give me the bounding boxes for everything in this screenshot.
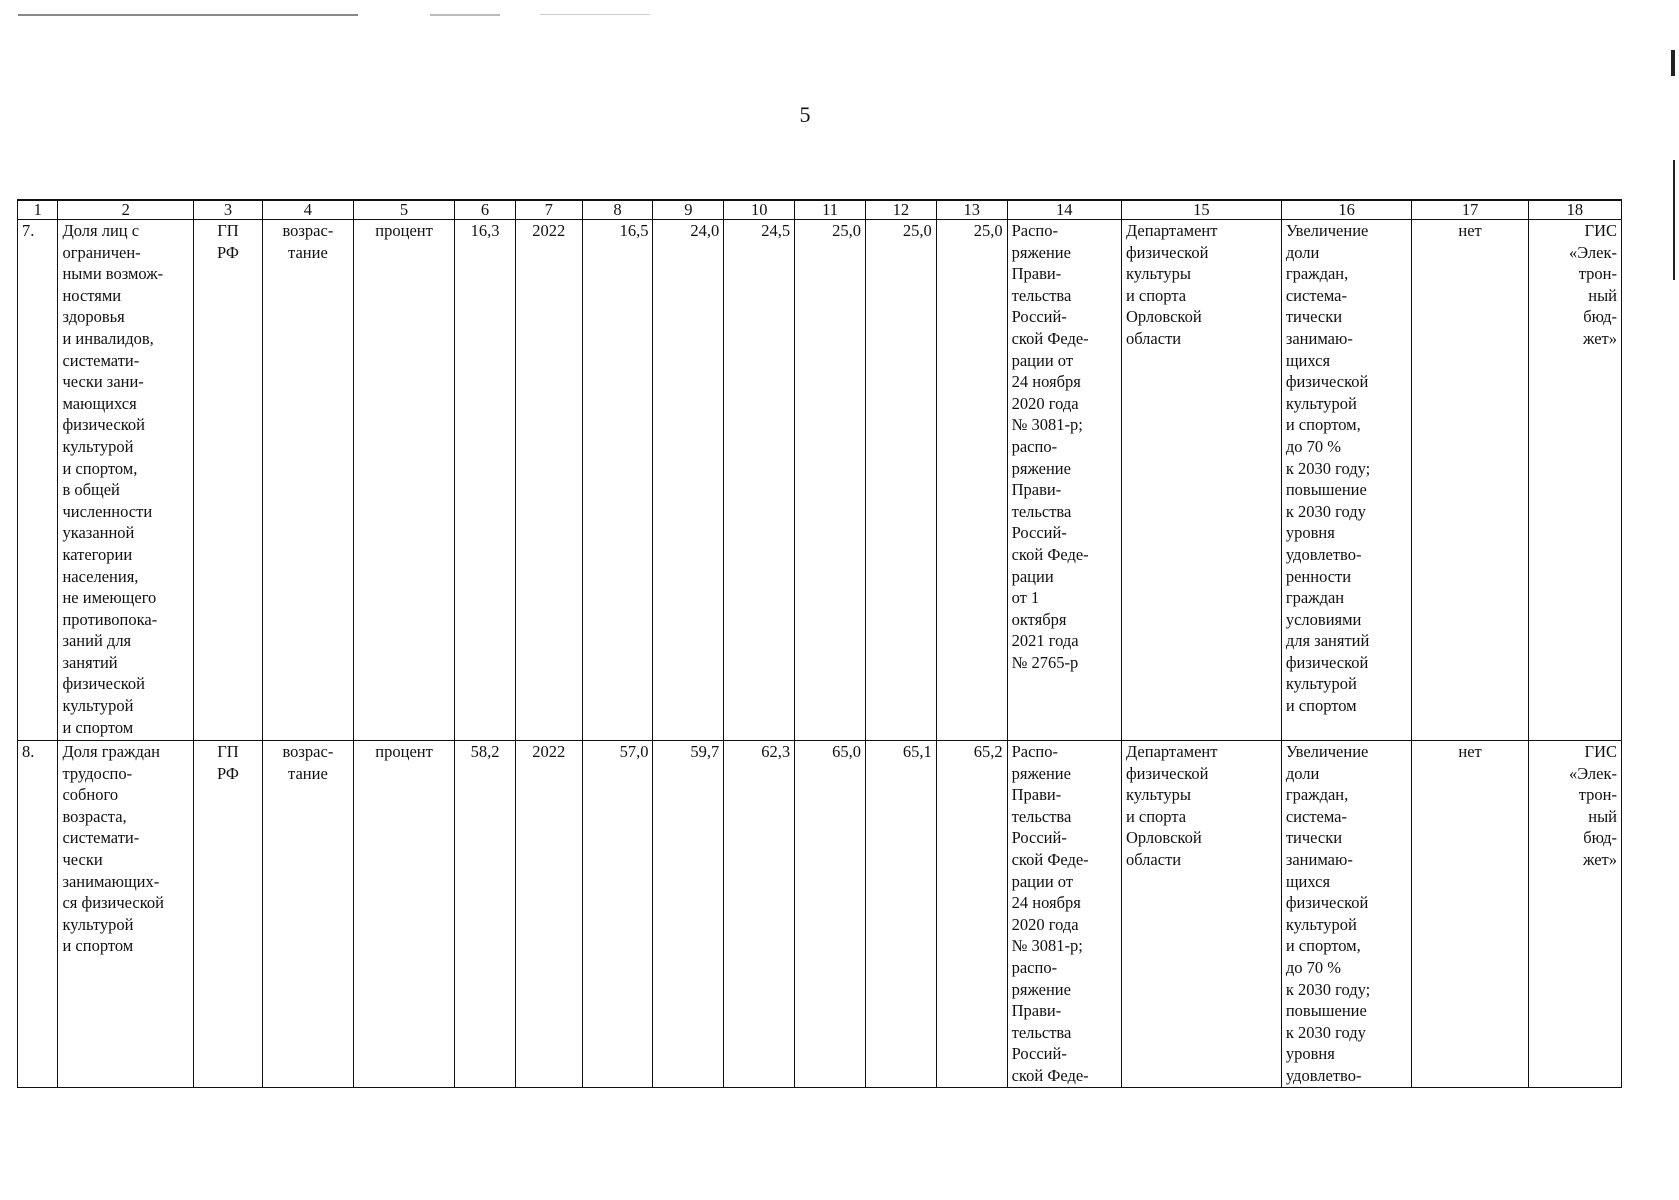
column-number: 2	[58, 200, 194, 220]
indicator-source: ГП РФ	[194, 220, 263, 741]
column-number: 8	[582, 200, 653, 220]
indicator-name: Доля граждан трудоспо- собного возраста, системати- чески занимающих- ся физической культурой и спортом	[58, 741, 194, 1088]
value-col-11: 25,0	[795, 220, 866, 741]
information-system: ГИС «Элек- трон- ный бюд- жет»	[1528, 741, 1621, 1088]
value-col-10: 24,5	[724, 220, 795, 741]
page-number: 5	[799, 102, 811, 127]
scan-edge-mark	[1673, 160, 1675, 280]
scan-artifact-line	[540, 14, 650, 15]
row-number: 7.	[18, 220, 58, 741]
table-row	[18, 220, 1622, 741]
value-col-13: 25,0	[936, 220, 1007, 741]
row-number: 8.	[18, 741, 58, 1088]
value-col-11: 65,0	[795, 741, 866, 1088]
flag-value: нет	[1412, 220, 1528, 741]
column-number: 17	[1412, 200, 1528, 220]
column-number: 16	[1281, 200, 1412, 220]
value-col-9: 24,0	[653, 220, 724, 741]
indicator-unit: процент	[353, 741, 454, 1088]
indicator-trend: возрас- тание	[262, 220, 353, 741]
column-number: 5	[353, 200, 454, 220]
scan-artifact-line	[18, 14, 358, 16]
responsible-body: Департамент физической культуры и спорта Орловской области	[1121, 741, 1281, 1088]
indicators-table	[17, 199, 1622, 1088]
column-number: 4	[262, 200, 353, 220]
value-col-8: 16,5	[582, 220, 653, 741]
value-col-13: 65,2	[936, 741, 1007, 1088]
column-number: 11	[795, 200, 866, 220]
value-col-8: 57,0	[582, 741, 653, 1088]
scan-edge-mark	[1671, 50, 1675, 76]
base-value: 58,2	[455, 741, 516, 1088]
linked-goal: Увеличение доли граждан, система- тически занимаю- щихся физической культурой и спортом, до 70 % к 2030 году; повышение к 2030 году уровня удовлетво-	[1281, 741, 1412, 1088]
base-year: 2022	[515, 741, 582, 1088]
value-col-9: 59,7	[653, 741, 724, 1088]
column-number: 18	[1528, 200, 1621, 220]
column-number: 10	[724, 200, 795, 220]
indicator-trend: возрас- тание	[262, 741, 353, 1088]
value-col-10: 62,3	[724, 741, 795, 1088]
column-number: 3	[194, 200, 263, 220]
regulatory-document: Распо- ряжение Прави- тельства Россий- ской Феде- рации от 24 ноября 2020 года № 3081-р; распо- ряжение Прави- тельства Россий- ской Феде-	[1007, 741, 1121, 1088]
column-number: 6	[455, 200, 516, 220]
column-number: 1	[18, 200, 58, 220]
column-number: 13	[936, 200, 1007, 220]
indicator-unit: процент	[353, 220, 454, 741]
column-number: 9	[653, 200, 724, 220]
column-number: 14	[1007, 200, 1121, 220]
column-number: 12	[865, 200, 936, 220]
regulatory-document: Распо- ряжение Прави- тельства Россий- ской Феде- рации от 24 ноября 2020 года № 3081-р; распо- ряжение Прави- тельства Россий- ской Феде- рации от 1 октября 2021 года № 2765-р	[1007, 220, 1121, 741]
flag-value: нет	[1412, 741, 1528, 1088]
linked-goal: Увеличение доли граждан, система- тически занимаю- щихся физической культурой и спортом, до 70 % к 2030 году; повышение к 2030 году уровня удовлетво- ренности граждан условиями для занятий физической культурой и спортом	[1281, 220, 1412, 741]
base-year: 2022	[515, 220, 582, 741]
base-value: 16,3	[455, 220, 516, 741]
indicator-name: Доля лиц с ограничен- ными возмож- ностями здоровья и инвалидов, системати- чески зани- мающихся физической культурой и спортом, в общей численности указанной категории населения, не имеющего противопока- заний для занятий физической культурой и спортом	[58, 220, 194, 741]
column-number: 15	[1121, 200, 1281, 220]
scan-artifact-line	[430, 14, 500, 16]
responsible-body: Департамент физической культуры и спорта Орловской области	[1121, 220, 1281, 741]
indicator-source: ГП РФ	[194, 741, 263, 1088]
value-col-12: 65,1	[865, 741, 936, 1088]
column-number-row	[18, 200, 1622, 220]
value-col-12: 25,0	[865, 220, 936, 741]
table-row	[18, 741, 1622, 1088]
information-system: ГИС «Элек- трон- ный бюд- жет»	[1528, 220, 1621, 741]
column-number: 7	[515, 200, 582, 220]
